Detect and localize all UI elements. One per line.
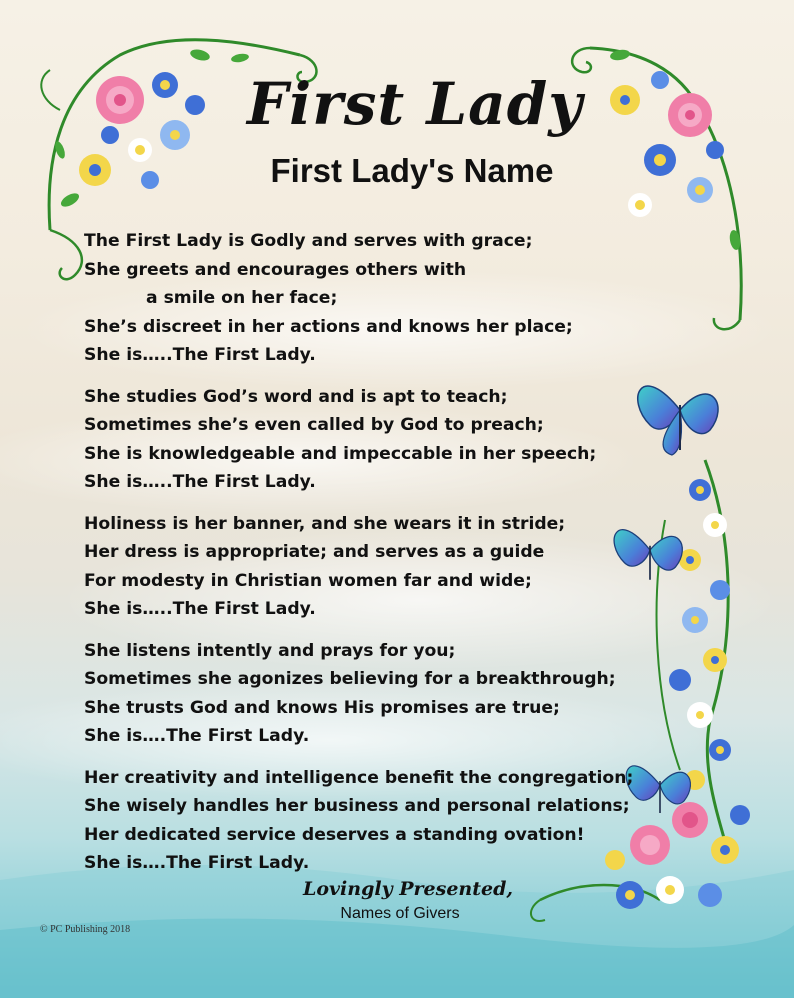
poem-line: For modesty in Christian women far and wide; [84,570,532,591]
poem-line: She is…..The First Lady. [84,345,316,365]
poem-line: Her dedicated service deserves a standing ovation! [84,824,585,845]
poem-line: Holiness is her banner, and she wears it in stride; [84,513,566,534]
poem-line: Sometimes she agonizes believing for a breakthrough; [84,669,616,689]
poem-line: She greets and encourages others with [84,259,467,280]
poem-line: She studies God’s word and is apt to teach; [84,386,508,407]
right-vine-floral-icon [657,460,731,860]
poem-line: Sometimes she’s even called by God to preach; [84,415,544,435]
poem-line: The First Lady is Godly and serves with grace; [84,231,533,251]
poem-line: She is…..The First Lady. [84,599,316,619]
poem-line: She is…..The First Lady. [84,472,316,492]
copyright-notice: © PC Publishing 2018 [40,924,131,935]
poem-stanza [84,637,644,751]
poem-line: Her dress is appropriate; and serves as a guide [84,542,545,562]
poem-line: Her creativity and intelligence benefit the congregation; [84,767,634,788]
poem-stanza [84,383,644,497]
poem-line: She is….The First Lady. [84,726,310,746]
page-title: First Lady [246,70,584,138]
poem-line: She listens intently and prays for you; [84,640,456,661]
presented-by-label: Lovingly Presented, [302,878,513,900]
poem-line: She is knowledgeable and impeccable in her speech; [84,443,597,464]
poem-stanza [84,764,644,878]
poem-body [84,227,644,891]
poem-stanza [84,227,644,370]
poem-line: She trusts God and knows His promises are true; [84,697,560,718]
butterfly-icon [638,386,718,455]
poem-stanza [84,510,644,624]
poem-line: a smile on her face; [146,288,338,308]
poem-line: She is….The First Lady. [84,853,310,873]
poem-line: She wisely handles her business and personal relations; [84,796,630,816]
honoree-name: First Lady's Name [270,152,554,189]
givers-names: Names of Givers [340,905,460,922]
poem-line: She’s discreet in her actions and knows her place; [84,316,573,337]
